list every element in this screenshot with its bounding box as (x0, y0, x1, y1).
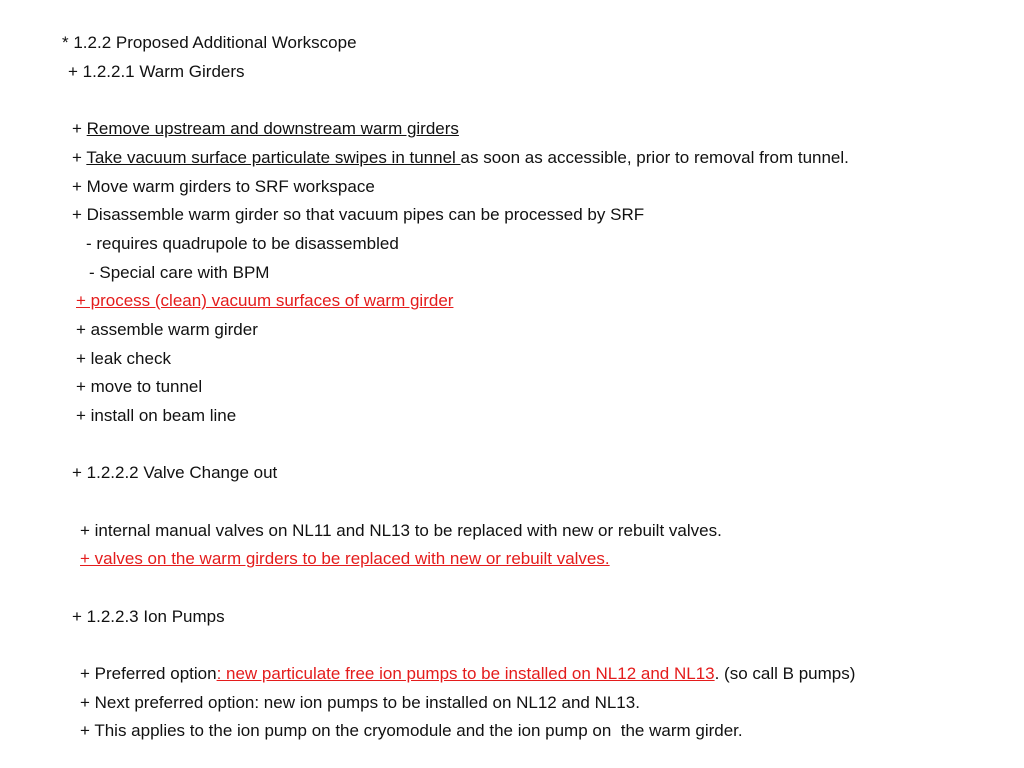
item-prefix: + (72, 119, 87, 138)
item-disassemble-girder: + Disassemble warm girder so that vacuum pipes can be processed by SRF (72, 205, 645, 224)
section-valve-change-title: + 1.2.2.2 Valve Change out (72, 463, 278, 482)
workscope-heading: * 1.2.2 Proposed Additional Workscope (62, 33, 357, 52)
preferred-option-red: : new particulate free ion pumps to be installed on NL12 and NL13 (216, 664, 715, 683)
item-next-preferred: + Next preferred option: new ion pumps to be installed on NL12 and NL13. (80, 693, 640, 712)
item-remove-girders (72, 118, 459, 140)
item-move-to-tunnel: + move to tunnel (76, 377, 203, 396)
item-internal-valves: + internal manual valves on NL11 and NL13 to be replaced with new or rebuilt valves. (80, 521, 722, 540)
item-move-to-srf: + Move warm girders to SRF workspace (72, 177, 375, 196)
sub-item-bpm: - Special care with BPM (89, 263, 270, 282)
section-ion-pumps-title: + 1.2.2.3 Ion Pumps (72, 607, 225, 626)
item-install-beam-line: + install on beam line (76, 406, 237, 425)
item-particulate-swipes (72, 147, 849, 169)
item-prefix: + (72, 148, 87, 167)
item-swipes-rest: as soon as accessible, prior to removal from tunnel. (460, 148, 849, 167)
item-swipes-underlined: Take vacuum surface particulate swipes in tunnel (86, 148, 461, 167)
item-leak-check: + leak check (76, 349, 171, 368)
item-preferred-option (80, 663, 855, 685)
preferred-option-prefix: + Preferred option (80, 664, 217, 683)
item-applies-to: + This applies to the ion pump on the cryomodule and the ion pump on the warm girder. (80, 721, 743, 740)
preferred-option-suffix: . (so call B pumps) (714, 664, 856, 683)
section-warm-girders-title: + 1.2.2.1 Warm Girders (68, 62, 245, 81)
item-assemble-girder: + assemble warm girder (76, 320, 258, 339)
sub-item-quadrupole: - requires quadrupole to be disassembled (86, 234, 399, 253)
item-remove-text: Remove upstream and downstream warm girders (86, 119, 459, 138)
item-process-clean: + process (clean) vacuum surfaces of warm girder (76, 291, 454, 310)
item-warm-girder-valves: + valves on the warm girders to be replaced with new or rebuilt valves. (80, 549, 610, 568)
